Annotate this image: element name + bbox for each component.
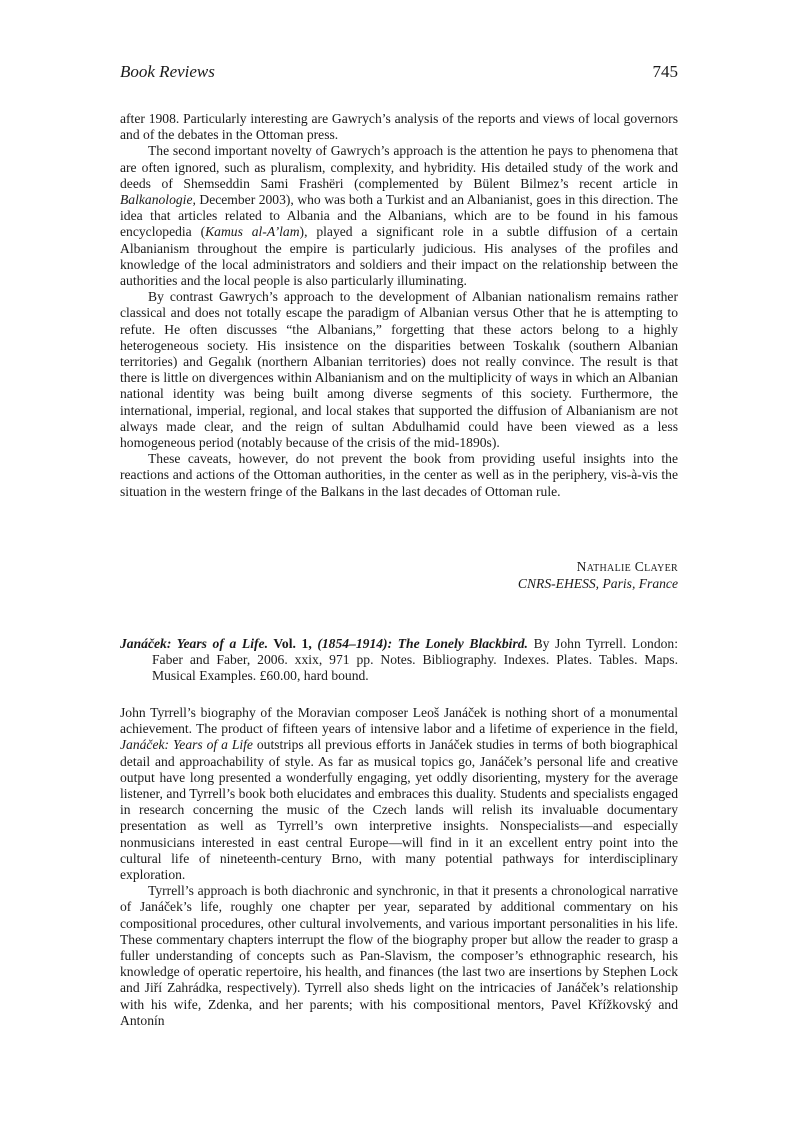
text-run: after 1908. Particularly interesting are Gawrych’s analysis of the reports and views of local governors and of the debates in the Ottoman press. — [120, 111, 678, 143]
reviewer-name: Nathalie Clayer — [576, 559, 678, 574]
italic-text: Kamus al-A’lam — [205, 224, 300, 240]
text-run: Tyrrell’s approach is both diachronic and synchronic, in that it presents a chronological narrative of Janáček’s life, roughly one chapter per year, separated by additional commentary on his compositional procedures, other cultural involvements, and various important personalities in his life. These commentary chapters interrupt the flow of the biography proper but allow the reader to grasp a fuller understanding of concepts such as Pan-Slavism, the composer’s ethnographic research, his knowledge of operatic repertoire, his health, and finances (the last two are insertions by Stephen Lock and Jiří Zahrádka, respectively). Tyrrell also sheds light on the intricacies of Janáček’s relationship with his wife, Zdenka, and her parents; with his compositional mentors, Pavel Křížkovský and Antonín — [120, 883, 678, 1028]
text-run: John Tyrrell’s biography of the Moravian composer Leoš Janáček is nothing short of a monumental achievement. The product of fifteen years of intensive labor and a lifetime of experience in the field, — [120, 705, 678, 737]
review-2-body — [120, 705, 678, 1029]
text-run: ), played a significant role in a subtle diffusion of a certain Albanianism throughout the empire is particularly judicious. His analyses of the profiles and knowledge of the local administrators and soldiers and their impact on the relationship between the authorities and the local people is also particularly illuminating. — [120, 224, 678, 289]
paragraph — [120, 883, 678, 1029]
italic-text: Balkanologie, — [120, 192, 196, 208]
text-run: By contrast Gawrych’s approach to the development of Albanian nationalism remains rather classical and does not totally escape the paradigm of Albanian versus Other that he is attempting to refute. He often discusses “the Albanians,” forgetting that these actors belong to a highly heterogeneous society. His insistence on the disparities between Toskalık (southern Albanian territories) and Gegalık (northern Albanian territories) does not really convince. The result is that there is little on divergences within Albanianism and on the multiplicity of ways in which an Albanian national identity was being built among diverse segments of this society. Furthermore, the international, imperial, regional, and local stakes that supported the diffusion of Albanianism are not always made clear, and the reign of sultan Abdulhamid could have been viewed as a less homogeneous period (notably because of the crisis of the mid-1890s). — [120, 289, 678, 451]
text-run: These caveats, however, do not prevent the book from providing useful insights into the reactions and actions of the Ottoman authorities, in the center as well as in the periphery, vis-à-vis the situation in the western fringe of the Balkans in the last decades of Ottoman rule. — [120, 451, 678, 499]
page-number: 745 — [652, 62, 678, 81]
citation-details: By John Tyrrell. London: Faber and Faber, 2006. xxix, 971 pp. Notes. Bibliography. Indexes. Plates. Tables. Maps. Musical Examples. £60.00, hard bound. — [152, 636, 679, 684]
italic-text: Janáček: Years of a Life — [120, 737, 253, 753]
paragraph — [120, 143, 678, 289]
reviewer-affiliation: CNRS-EHESS, Paris, France — [517, 576, 678, 591]
paragraph — [120, 289, 678, 451]
text-run: outstrips all previous efforts in Janáček studies in terms of both biographical detail and approachability of style. As far as musical topics go, Janáček’s personal life and creative output have long presented a wonderfully engaging, yet oddly disorienting, mystery for the average listener, and Tyrrell’s book both elucidates and embraces this duality. Students and specialists engaged in research concerning the music of the Czech lands will relish its invaluable documentary presentation as well as Tyrrell’s own interpretive insights. Nonspecialists—and especially nonmusicians interested in east central Europe—will find in it an excellent entry point into the cultural life of nineteenth-century Brno, with many potential pathways for interdisciplinary exploration. — [120, 737, 678, 883]
paragraph — [120, 111, 678, 143]
text-run: The second important novelty of Gawrych’s approach is the attention he pays to phenomena that are often ignored, such as pluralism, complexity, and hybridity. His detailed study of the work and deeds of Shemseddin Sami Frashëri (complemented by Bülent Bilmez’s recent article in — [120, 143, 678, 191]
section-title: Book Reviews — [120, 62, 215, 81]
review-1-signature — [518, 558, 678, 592]
book-citation — [120, 636, 678, 685]
running-head — [120, 60, 678, 86]
text-run: December 2003), who was both a Turkist and an Albanianist, goes in this direction. The idea that articles related to Albania and the Albanians, which are to be found in his famous encyclopedia ( — [120, 192, 678, 240]
paragraph — [120, 451, 678, 500]
citation-volume: Vol. 1, — [267, 636, 318, 651]
review-1-body — [120, 111, 678, 500]
paragraph — [120, 705, 678, 883]
citation-subtitle: (1854–1914): The Lonely Blackbird. — [317, 636, 528, 651]
citation-book-title: Janáček: Years of a Life. — [120, 636, 268, 651]
